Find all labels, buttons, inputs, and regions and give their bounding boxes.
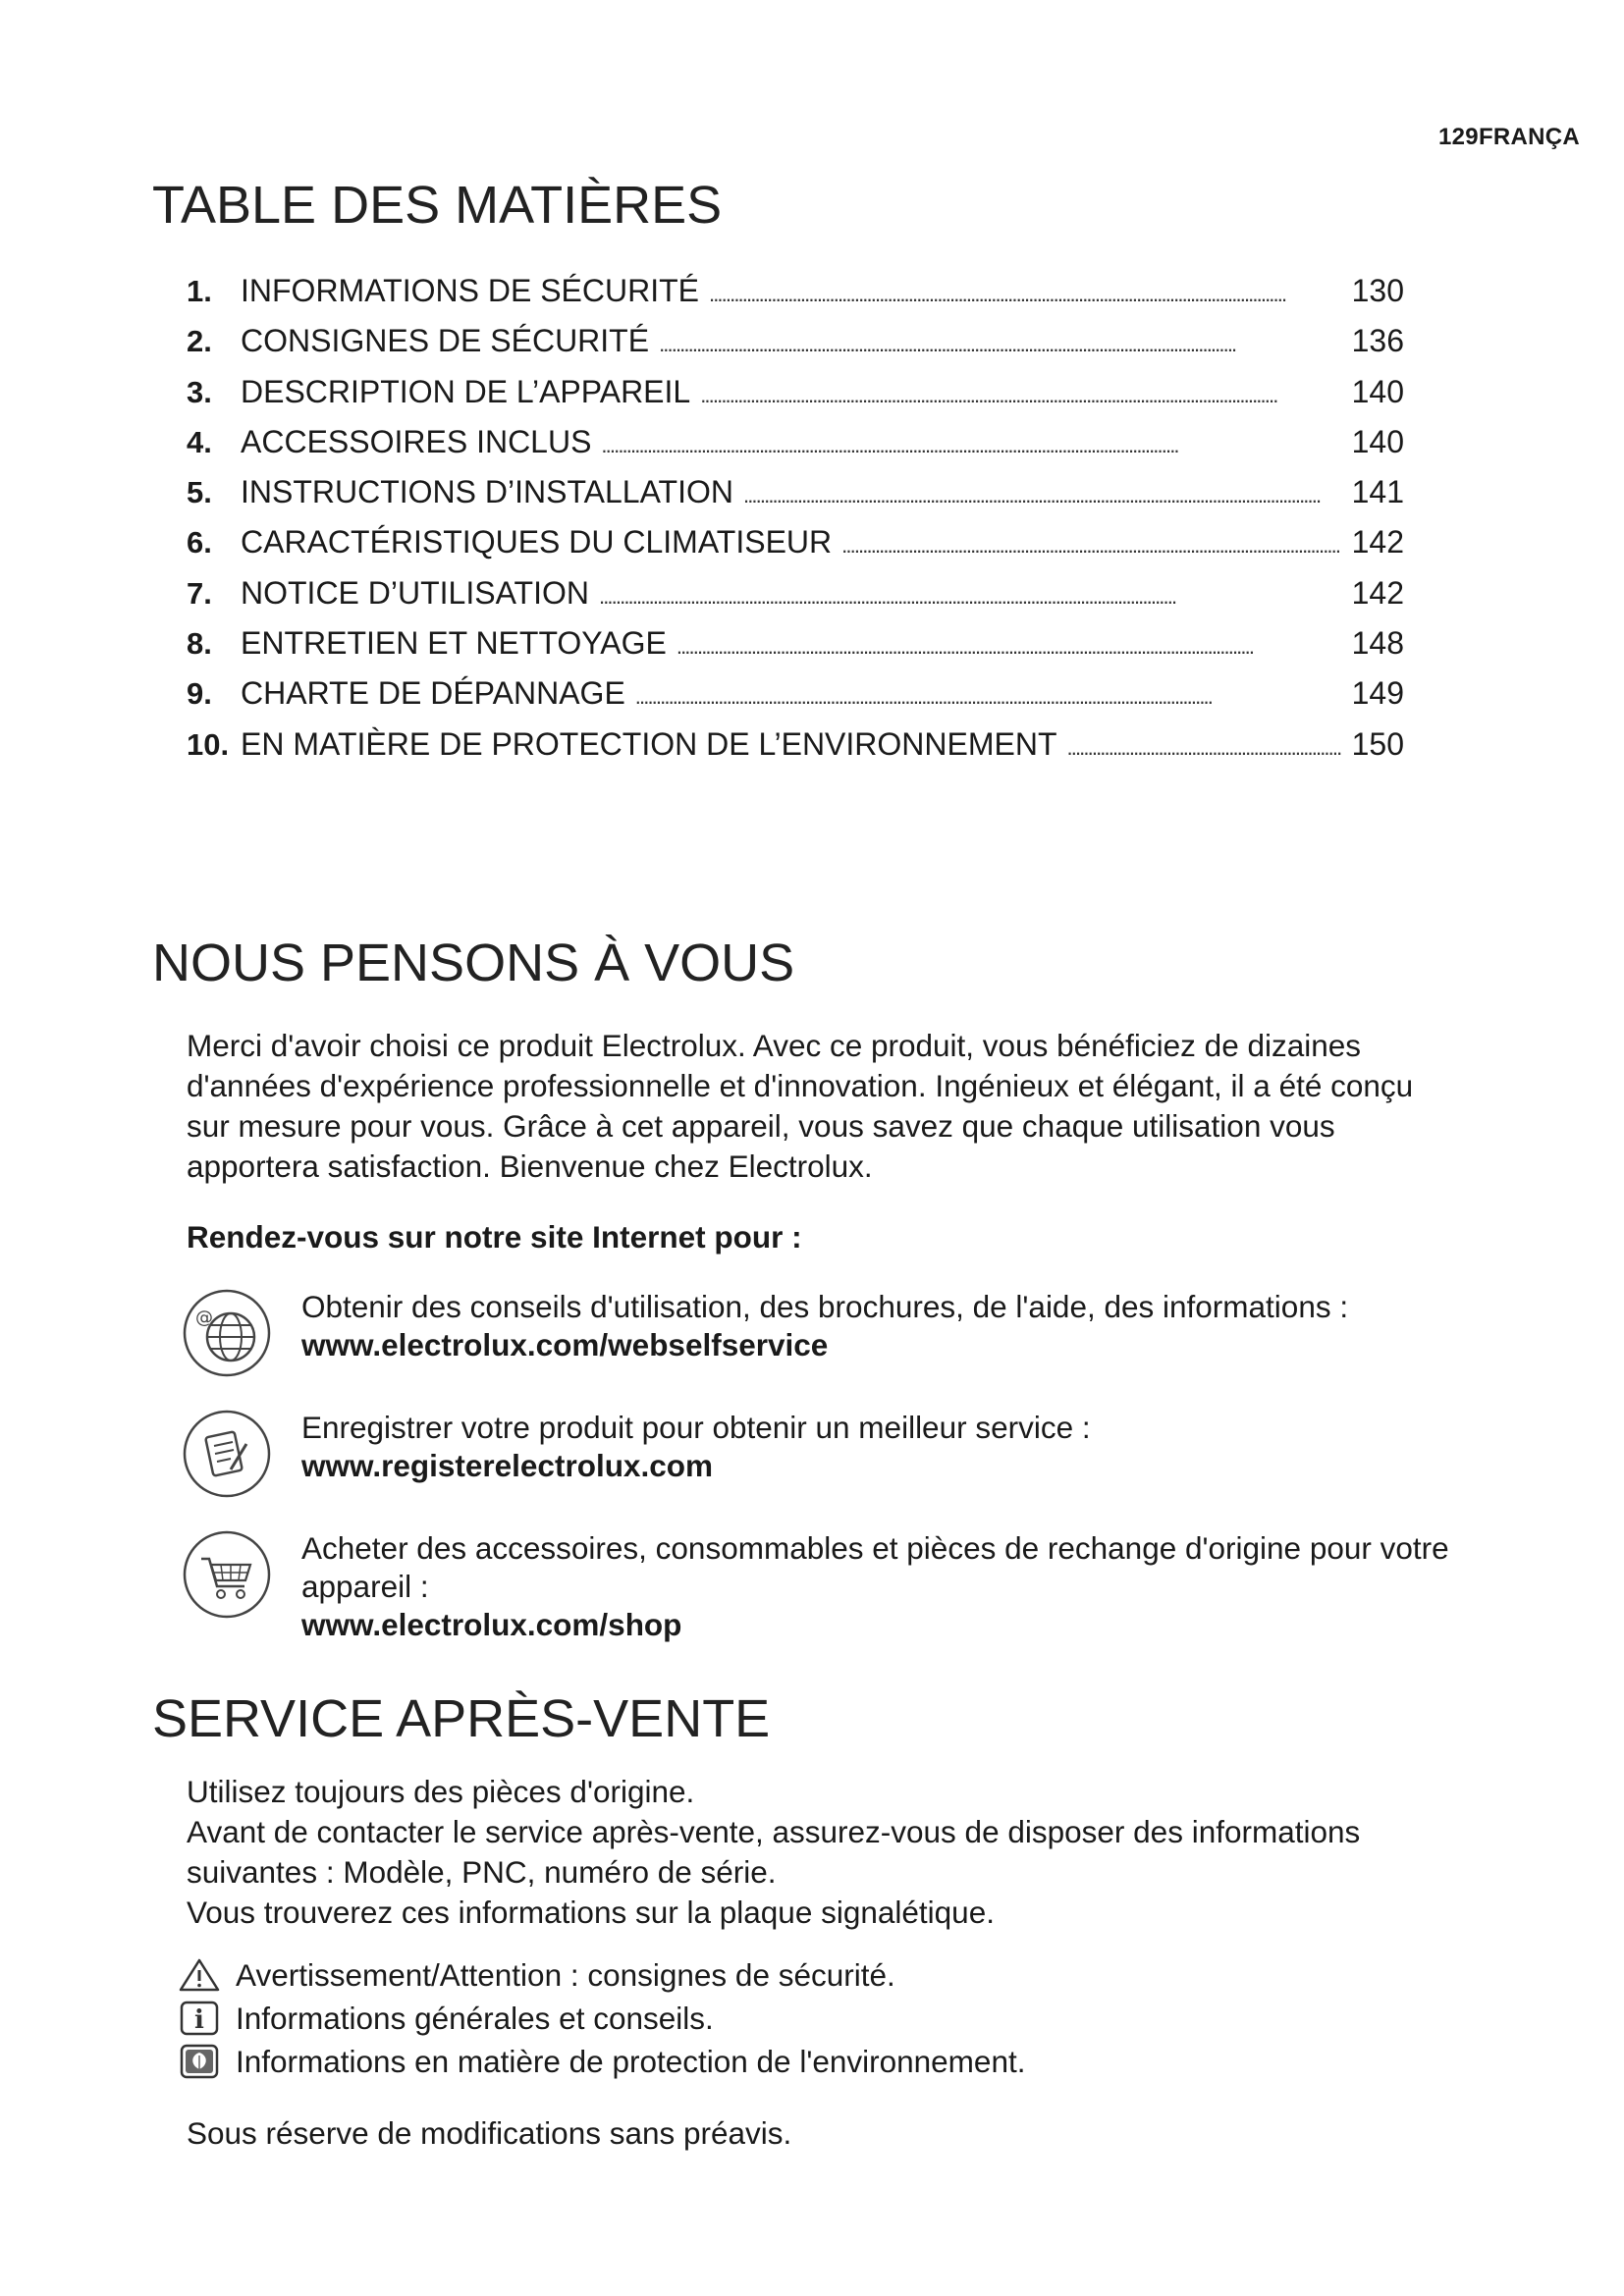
web-item-description: Enregistrer votre produit pour obtenir un meilleur service : — [301, 1410, 1091, 1445]
toc-item-label: EN MATIÈRE DE PROTECTION DE L’ENVIRONNEMENT — [241, 725, 1057, 762]
toc-item[interactable] — [187, 374, 1404, 424]
register-link[interactable]: www.registerelectrolux.com — [301, 1448, 713, 1483]
service-line: Vous trouverez ces informations sur la plaque signalétique. — [187, 1895, 995, 1930]
toc-item-number: 3. — [187, 374, 212, 409]
toc-item-label: ENTRETIEN ET NETTOYAGE — [241, 625, 667, 662]
toc-item-label: CARACTÉRISTIQUES DU CLIMATISEUR — [241, 524, 833, 561]
shop-link[interactable]: www.electrolux.com/shop — [301, 1607, 682, 1642]
toc-item-label: ACCESSOIRES INCLUS — [241, 423, 592, 459]
section-title-thinking: NOUS PENSONS À VOUS — [152, 934, 795, 992]
table-of-contents — [187, 273, 1404, 776]
page-number-header: 129FRANÇA — [1438, 124, 1581, 150]
toc-leader-dots — [601, 424, 1341, 460]
toc-item-number: 5. — [187, 475, 212, 510]
toc-leader-dots — [700, 374, 1341, 410]
toc-item-label: INFORMATIONS DE SÉCURITÉ — [241, 273, 699, 308]
toc-item-page: 150 — [1351, 725, 1404, 762]
toc-item-page: 142 — [1351, 524, 1404, 561]
legend-item — [177, 1953, 1453, 1997]
web-item-description: Obtenir des conseils d'utilisation, des brochures, de l'aide, des informations : — [301, 1289, 1349, 1324]
toc-item[interactable] — [187, 575, 1404, 625]
toc-item-number: 7. — [187, 575, 212, 611]
toc-item[interactable] — [187, 726, 1404, 776]
toc-item-page: 136 — [1351, 323, 1404, 359]
legend-text: Informations en matière de protection de l'environnement. — [236, 2043, 1026, 2079]
info-icon — [177, 2001, 222, 2036]
toc-item-label: NOTICE D’UTILISATION — [241, 574, 589, 611]
service-line: Avant de contacter le service après-vente, assurez-vous de disposer des informations — [187, 1814, 1361, 1849]
toc-leader-dots — [677, 625, 1341, 662]
website-heading: Rendez-vous sur notre site Internet pour : — [187, 1219, 802, 1255]
warning-icon — [177, 1957, 222, 1993]
environment-icon — [177, 2044, 222, 2079]
webselfservice-link[interactable]: www.electrolux.com/webselfservice — [301, 1327, 829, 1362]
cart-icon — [182, 1529, 272, 1620]
toc-item-page: 149 — [1351, 675, 1404, 712]
toc-item-number: 8. — [187, 626, 212, 662]
toc-item-page: 141 — [1351, 474, 1404, 510]
toc-item[interactable] — [187, 323, 1404, 373]
service-line: Utilisez toujours des pièces d'origine. — [187, 1774, 695, 1809]
legend-item — [177, 2040, 1453, 2083]
register-icon — [182, 1409, 272, 1499]
toc-item[interactable] — [187, 625, 1404, 675]
globe-icon — [182, 1288, 272, 1378]
svg-text:@: @ — [195, 1308, 213, 1328]
web-item-description: Acheter des accessoires, consommables et pièces de rechange d'origine pour votre appareil : — [301, 1530, 1449, 1604]
toc-item-number: 6. — [187, 525, 212, 561]
toc-item[interactable] — [187, 273, 1404, 323]
toc-leader-dots — [709, 273, 1341, 309]
toc-item-number: 2. — [187, 324, 212, 359]
legend-text: Informations générales et conseils. — [236, 2000, 714, 2036]
toc-leader-dots — [599, 575, 1341, 612]
toc-item[interactable] — [187, 675, 1404, 725]
toc-leader-dots — [659, 323, 1341, 359]
toc-item-number: 4. — [187, 424, 212, 459]
toc-title: TABLE DES MATIÈRES — [152, 176, 723, 235]
toc-item-number: 9. — [187, 676, 212, 712]
disclaimer: Sous réserve de modifications sans préavis. — [187, 2115, 792, 2151]
toc-item-number: 10. — [187, 726, 230, 762]
intro-paragraph: Merci d'avoir choisi ce produit Electrolux. Avec ce produit, vous bénéficiez de dizaines d'années d'expérience professionnelle et d'innovation. Ingénieux et élégant, il a été conçu sur mesure pour vous. Grâce à cet appareil, vous savez que chaque utilisation vous apportera satisfaction. Bienvenue chez Electrolux. — [187, 1028, 1414, 1184]
svg-text:i: i — [194, 2005, 204, 2035]
toc-leader-dots — [1067, 726, 1342, 763]
service-line: suivantes : Modèle, PNC, numéro de série. — [187, 1854, 777, 1890]
toc-leader-dots — [743, 474, 1341, 510]
legend-text: Avertissement/Attention : consignes de sécurité. — [236, 1956, 895, 1993]
toc-leader-dots — [635, 675, 1341, 712]
toc-item-number: 1. — [187, 274, 212, 308]
toc-item-label: INSTRUCTIONS D’INSTALLATION — [241, 474, 733, 510]
toc-item[interactable] — [187, 524, 1404, 574]
toc-item-page: 140 — [1351, 423, 1404, 459]
toc-leader-dots — [841, 524, 1341, 561]
legend-item — [177, 1997, 1453, 2040]
section-title-service: SERVICE APRÈS-VENTE — [152, 1689, 771, 1748]
toc-item[interactable] — [187, 424, 1404, 474]
toc-item-page: 130 — [1351, 273, 1404, 308]
toc-item-label: DESCRIPTION DE L’APPAREIL — [241, 373, 691, 409]
symbol-legend — [177, 1953, 1453, 2083]
toc-item[interactable] — [187, 474, 1404, 524]
toc-item-page: 142 — [1351, 574, 1404, 611]
toc-item-label: CHARTE DE DÉPANNAGE — [241, 675, 625, 712]
toc-item-page: 140 — [1351, 373, 1404, 409]
toc-item-page: 148 — [1351, 625, 1404, 662]
toc-item-label: CONSIGNES DE SÉCURITÉ — [241, 323, 650, 359]
service-paragraph — [187, 1772, 1463, 1933]
